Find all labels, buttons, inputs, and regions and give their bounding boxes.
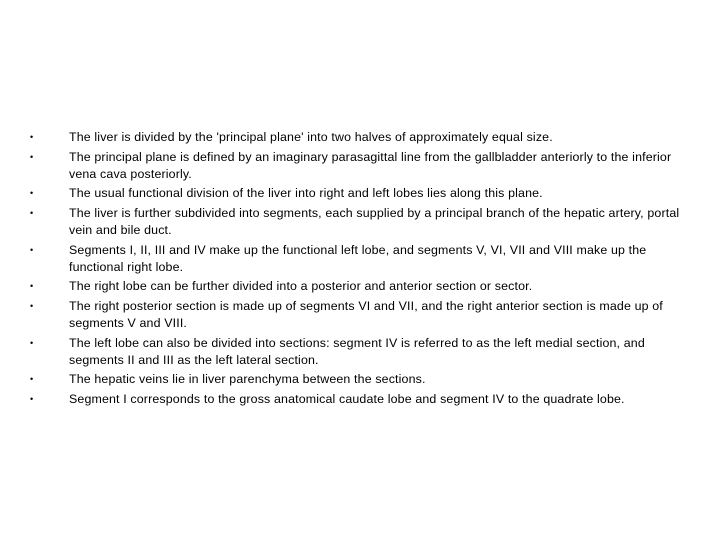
list-item xyxy=(30,242,690,276)
bullet-marker: • xyxy=(30,337,34,348)
bullet-marker: • xyxy=(30,374,34,385)
list-item xyxy=(30,149,690,183)
list-item xyxy=(30,391,690,408)
list-item xyxy=(30,185,690,202)
list-item-text: The left lobe can also be divided into sections: segment IV is referred to as the left medial section, and segments II and III as the left lateral section. xyxy=(69,335,645,367)
bullet-marker: • xyxy=(30,188,34,199)
list-item-text: The liver is divided by the 'principal plane' into two halves of approximately equal size. xyxy=(69,130,553,144)
bullet-marker: • xyxy=(30,244,34,255)
list-item-text: The hepatic veins lie in liver parenchyma between the sections. xyxy=(69,372,426,387)
bullet-list xyxy=(30,129,690,411)
list-item-text: The right posterior section is made up of segments VI and VII, and the right anterior section is made up of segments V and VIII. xyxy=(69,299,663,330)
list-item xyxy=(30,298,690,332)
list-item-text: The right lobe can be further divided into a posterior and anterior section or sector. xyxy=(69,279,533,294)
list-item-text: Segments I, II, III and IV make up the functional left lobe, and segments V, VI, VII and VIII make up the functional right lobe. xyxy=(69,242,647,274)
list-item-text: The usual functional division of the liver into right and left lobes lies along this plane. xyxy=(69,186,543,201)
list-item-text: The liver is further subdivided into segments, each supplied by a principal branch of the hepatic artery, portal vein and bile duct. xyxy=(69,206,680,237)
bullet-marker: • xyxy=(30,281,34,292)
bullet-marker: • xyxy=(30,301,34,312)
bullet-marker: • xyxy=(30,151,34,162)
list-item xyxy=(30,205,690,239)
list-item xyxy=(30,278,690,295)
bullet-marker: • xyxy=(30,394,34,405)
list-item xyxy=(30,371,690,388)
list-item xyxy=(30,335,690,369)
list-item-text: The principal plane is defined by an imaginary parasagittal line from the gallbladder anteriorly to the inferior vena cava posteriorly. xyxy=(69,149,672,181)
list-item-text: Segment I corresponds to the gross anatomical caudate lobe and segment IV to the quadrate lobe. xyxy=(69,392,625,407)
bullet-marker: • xyxy=(30,132,34,142)
bullet-marker: • xyxy=(30,208,34,219)
list-item xyxy=(30,129,690,146)
